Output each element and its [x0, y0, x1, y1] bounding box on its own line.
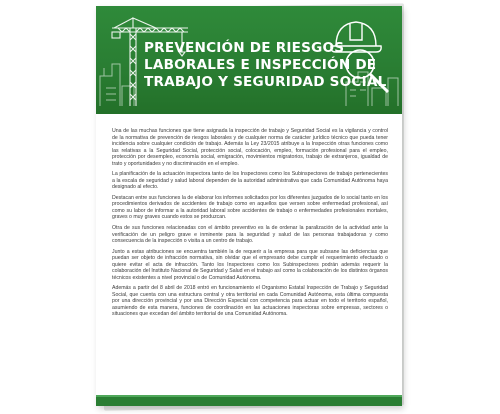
paragraph: Otra de sus funciones relacionadas con el ámbito preventivo es la de ordenar la paralización de la actividad ante la verificación de un peligro grave e inminente para la seguridad y salud de las personas trabajadoras y como consecuencia de la inspección o visita a un centro de trabajo. — [112, 225, 388, 245]
paragraph: Destacan entre sus funciones la de elaborar los informes solicitados por los diferentes juzgados de lo social tanto en los procedimientos derivados de accidentes de trabajo como en aquellos que versen sobre enfermedad profesional, así como su labor de informar a la autoridad laboral sobre accidentes de trabajo o enfermedades profesionales mortales, graves o muy graves cuando estos se produzcan. — [112, 194, 388, 221]
title-line: PREVENCIÓN DE RIESGOS — [144, 40, 345, 56]
paragraph: La planificación de la actuación inspectora tanto de los Inspectores como los Subinspectores de trabajo pertenecientes a la escala de seguridad y salud laboral dependen de la autoridad administrativa que cada Comunidad Autónoma haya designado al efecto. — [112, 171, 388, 191]
paragraph: Además a partir del 8 abril de 2018 entró en funcionamiento el Organismo Estatal Inspección de Trabajo y Seguridad Social, que cuenta con una estructura central y otra territorial en cada Comunidad Autónoma, esta última compuesta por una dirección provincial y por una Dirección Especial con competencia para actuar en todo el territorio español, asumiendo de esta manera, funciones de coordinación en las actuaciones inspectoras sobre empresas, sectores o situaciones que excedan del ámbito territorial de una Comunidad Autónoma. — [112, 285, 388, 318]
document-title — [144, 40, 387, 91]
paragraph: Junto a estas atribuciones se encuentra también la de requerir a la empresa para que subsane las deficiencias que puedan ser objeto de infracción normativa, sin olvidar que el empresario debe cumplir el requerimiento efectuado o quiere evitar el acta de infracción. Tanto los Inspectores como los Subinspectores podrán además requerir la colaboración del Instituto Nacional de Seguridad y Salud en el trabajo así como la colaboración de los distintos órganos técnicos existentes a nivel provincial o de Comunidad Autónoma. — [112, 248, 388, 281]
title-line: TRABAJO Y SEGURIDAD SOCIAL — [144, 74, 387, 90]
header-banner — [96, 6, 402, 114]
title-line: LABORALES E INSPECCIÓN DE — [144, 57, 377, 73]
document-page — [96, 6, 402, 406]
paragraph: Una de las muchas funciones que tiene asignada la inspección de trabajo y Seguridad Social es la vigilancia y control de la normativa de prevención de riesgos laborales y de cualquier norma de carácter jurídico técnico que pueda tener incidencia sobre cualquier condición de trabajo. Además la Ley 23/2015 atribuye a la Inspección otras funciones como las relativas a la Seguridad Social, protección social, colocación, empleo, formación profesional para el empleo, protección por desempleo, economía social, emigración, movimientos migratorios, trabajo de extranjeros, igualdad de trato y oportunidades y no discriminación en el empleo. — [112, 128, 388, 167]
footer-band — [96, 397, 402, 406]
document-body — [112, 128, 388, 322]
